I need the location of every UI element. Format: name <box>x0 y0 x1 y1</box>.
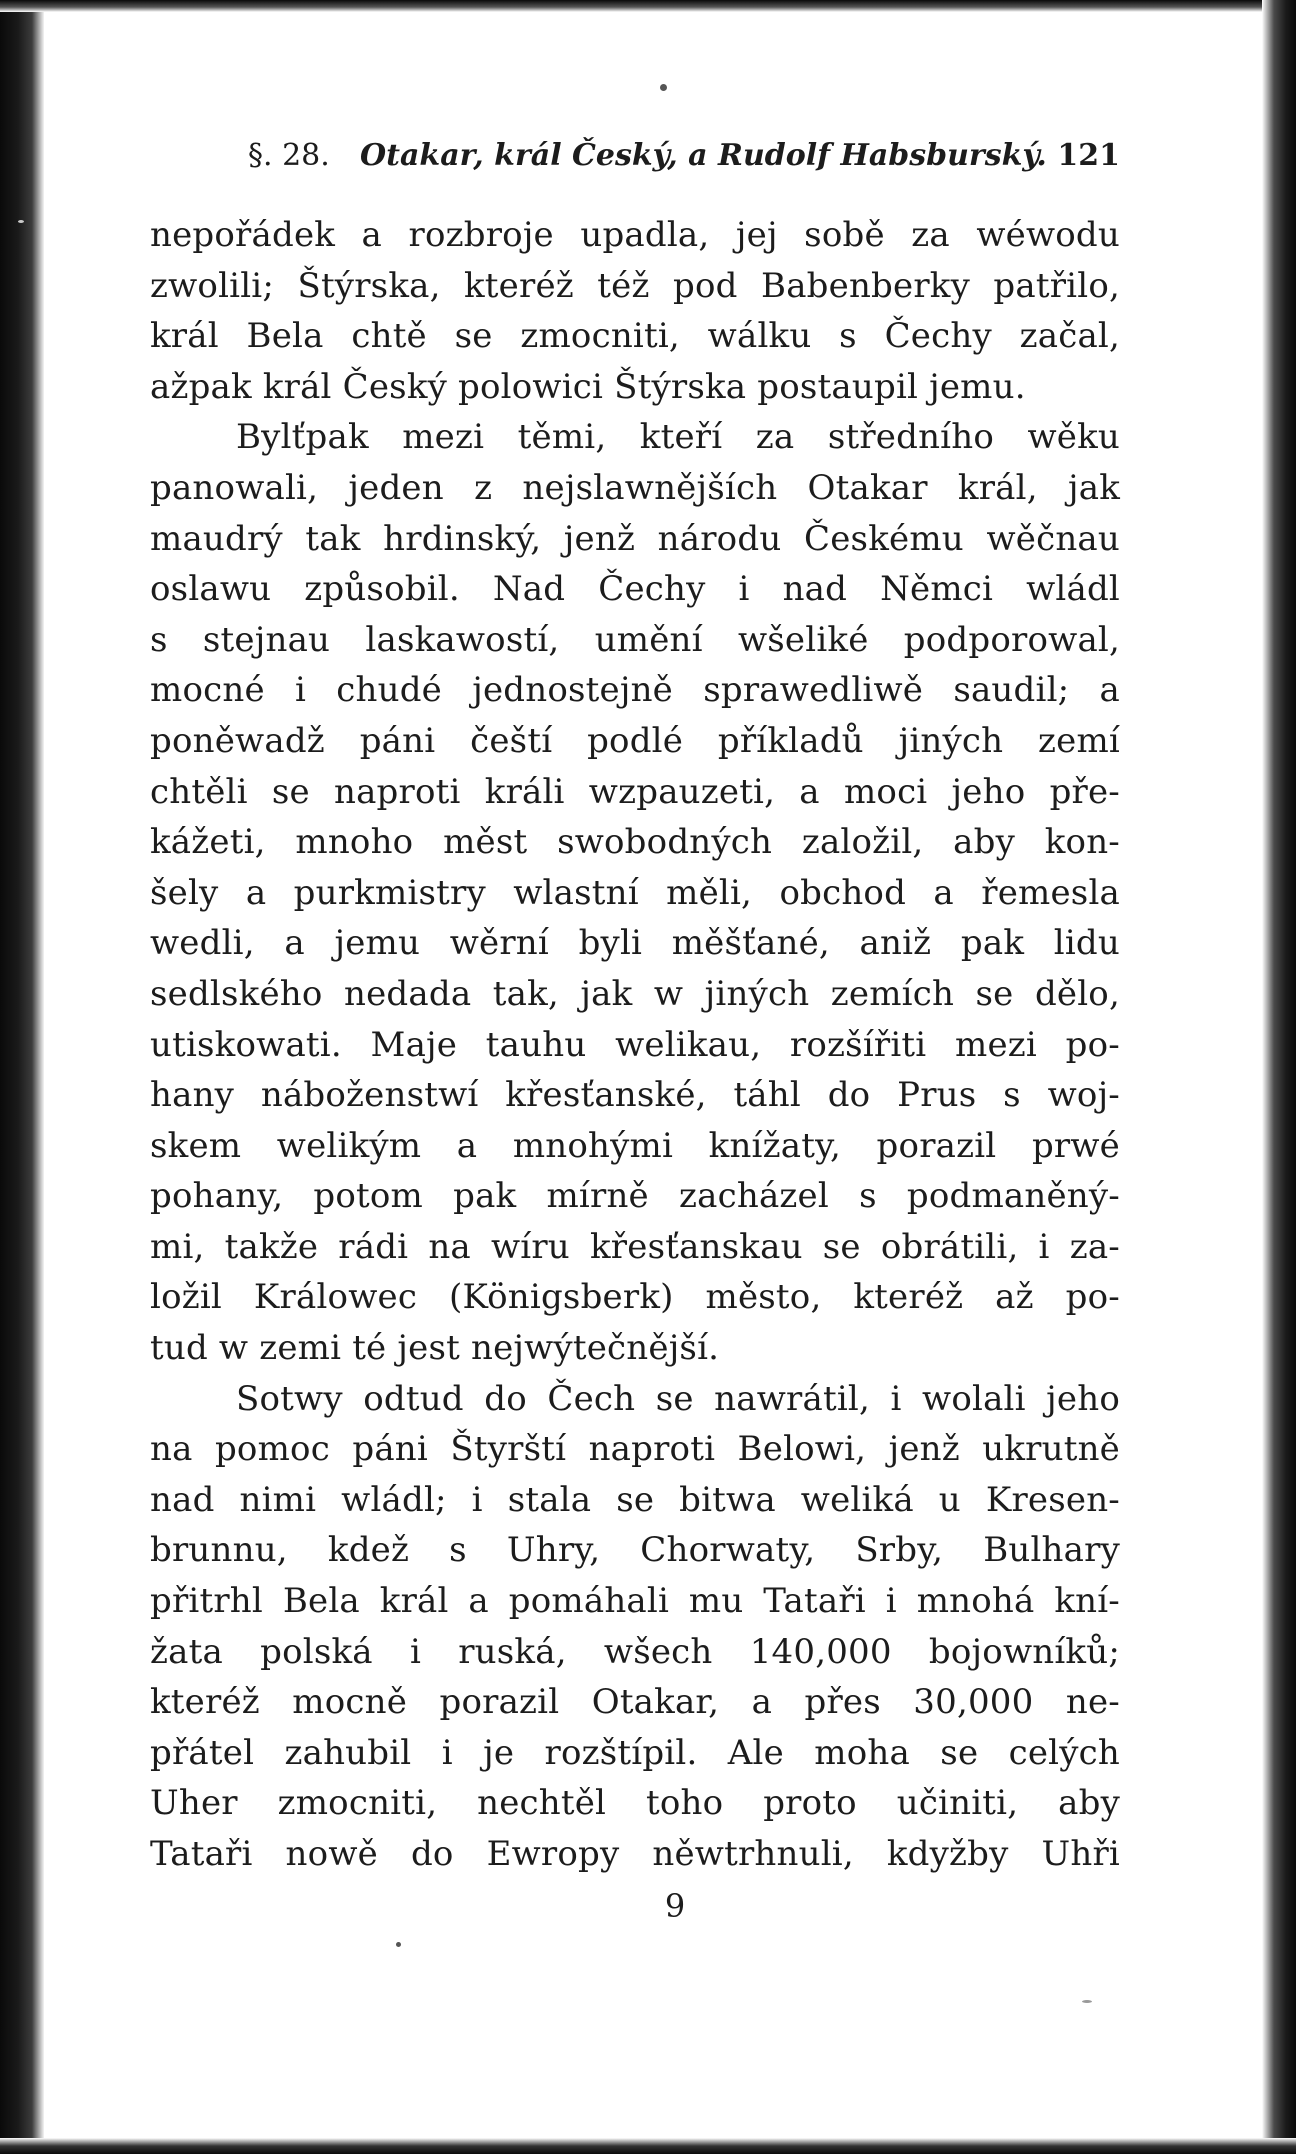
text-line: Sotwy odtud do Čech se nawrátil, i wolali jeho <box>236 1378 1120 1419</box>
text-line: ažpak král Český polowici Štýrska postaupil jemu. <box>150 366 1026 407</box>
text-line: přátel zahubil i je rozštípil. Ale moha se celých <box>150 1732 1120 1773</box>
scan-edge-left <box>0 0 44 2154</box>
text-line: chtěli se naproti králi wzpauzeti, a moci jeho pře- <box>150 771 1120 812</box>
scan-speck <box>1082 2000 1092 2003</box>
signature-mark: 9 <box>664 1886 686 1925</box>
running-title: Otakar, král Český, a Rudolf Habsburský. <box>360 138 1047 173</box>
text-line: poněwadž páni čeští podlé příkladů jiných zemí <box>150 720 1120 761</box>
scan-edge-top <box>0 0 1296 12</box>
text-line: s stejnau laskawostí, umění wšeliké podporowal, <box>150 619 1120 660</box>
text-line: šely a purkmistry wlastní měli, obchod a řemesla <box>150 872 1120 913</box>
text-line: ložil Králowec (Königsberk) město, kteréž až po- <box>150 1277 1120 1318</box>
scan-edge-bottom <box>0 2138 1296 2154</box>
text-line: skem welikým a mnohými knížaty, porazil prwé <box>150 1125 1120 1166</box>
text-line: panowali, jeden z nejslawnějších Otakar král, jak <box>150 467 1120 508</box>
text-line: maudrý tak hrdinský, jenž národu Českému wěčnau <box>150 518 1120 559</box>
text-line: mocné i chudé jednostejně sprawedliwě saudil; a <box>150 670 1120 711</box>
text-line: utiskowati. Maje tauhu welikau, rozšířiti mezi po- <box>150 1024 1120 1065</box>
text-line: kážeti, mnoho měst swobodných založil, aby kon- <box>150 822 1120 863</box>
page-number: 121 <box>1057 138 1120 173</box>
text-line: tud w zemi té jest nejwýtečnější. <box>150 1328 720 1369</box>
scan-edge-right <box>1262 0 1296 2154</box>
text-line: mi, takže rádi na wíru křesťanskau se obrátili, i za- <box>150 1226 1120 1267</box>
text-line: wedli, a jemu wěrní byli měšťané, aniž pak lidu <box>150 923 1120 964</box>
scan-speck <box>396 1942 401 1947</box>
text-line: brunnu, kdež s Uhry, Chorwaty, Srby, Bulhary <box>150 1530 1120 1571</box>
text-line: král Bela chtě se zmocniti, wálku s Čechy začal, <box>150 316 1120 357</box>
text-line: kteréž mocně porazil Otakar, a přes 30,000 ne- <box>150 1682 1120 1723</box>
text-line: hany náboženstwí křesťanské, táhl do Prus s woj- <box>150 1075 1120 1116</box>
running-head <box>150 128 1120 184</box>
text-line: na pomoc páni Štyrští naproti Belowi, jenž ukrutně <box>150 1429 1120 1470</box>
text-line: žata polská i ruská, wšech 140,000 bojowníků; <box>150 1631 1120 1672</box>
section-number: §. 28. <box>248 138 330 173</box>
text-line: pohany, potom pak mírně zacházel s podmaněný- <box>150 1176 1120 1217</box>
text-line: Tataři nowě do Ewropy něwtrhnuli, kdyžby Uhři <box>150 1834 1120 1874</box>
text-line: přitrhl Bela král a pomáhali mu Tataři i mnohá kní- <box>150 1581 1120 1622</box>
scan-speck <box>18 220 24 223</box>
text-line: zwolili; Štýrska, kteréž též pod Babenberky patřilo, <box>150 265 1120 306</box>
text-line: nad nimi wládl; i stala se bitwa weliká u Kresen- <box>150 1479 1120 1520</box>
body-text <box>150 210 1120 1880</box>
text-line: sedlského nedada tak, jak w jiných zemích se dělo, <box>150 973 1120 1014</box>
text-line: oslawu způsobil. Nad Čechy i nad Němci wládl <box>150 569 1120 610</box>
text-line: Bylťpak mezi těmi, kteří za středního wěku <box>236 417 1120 458</box>
text-line: nepořádek a rozbroje upadla, jej sobě za wéwodu <box>150 215 1120 255</box>
scan-speck <box>660 84 667 91</box>
book-page <box>150 128 1120 1928</box>
text-line: Uher zmocniti, nechtěl toho proto učiniti, aby <box>150 1783 1120 1824</box>
